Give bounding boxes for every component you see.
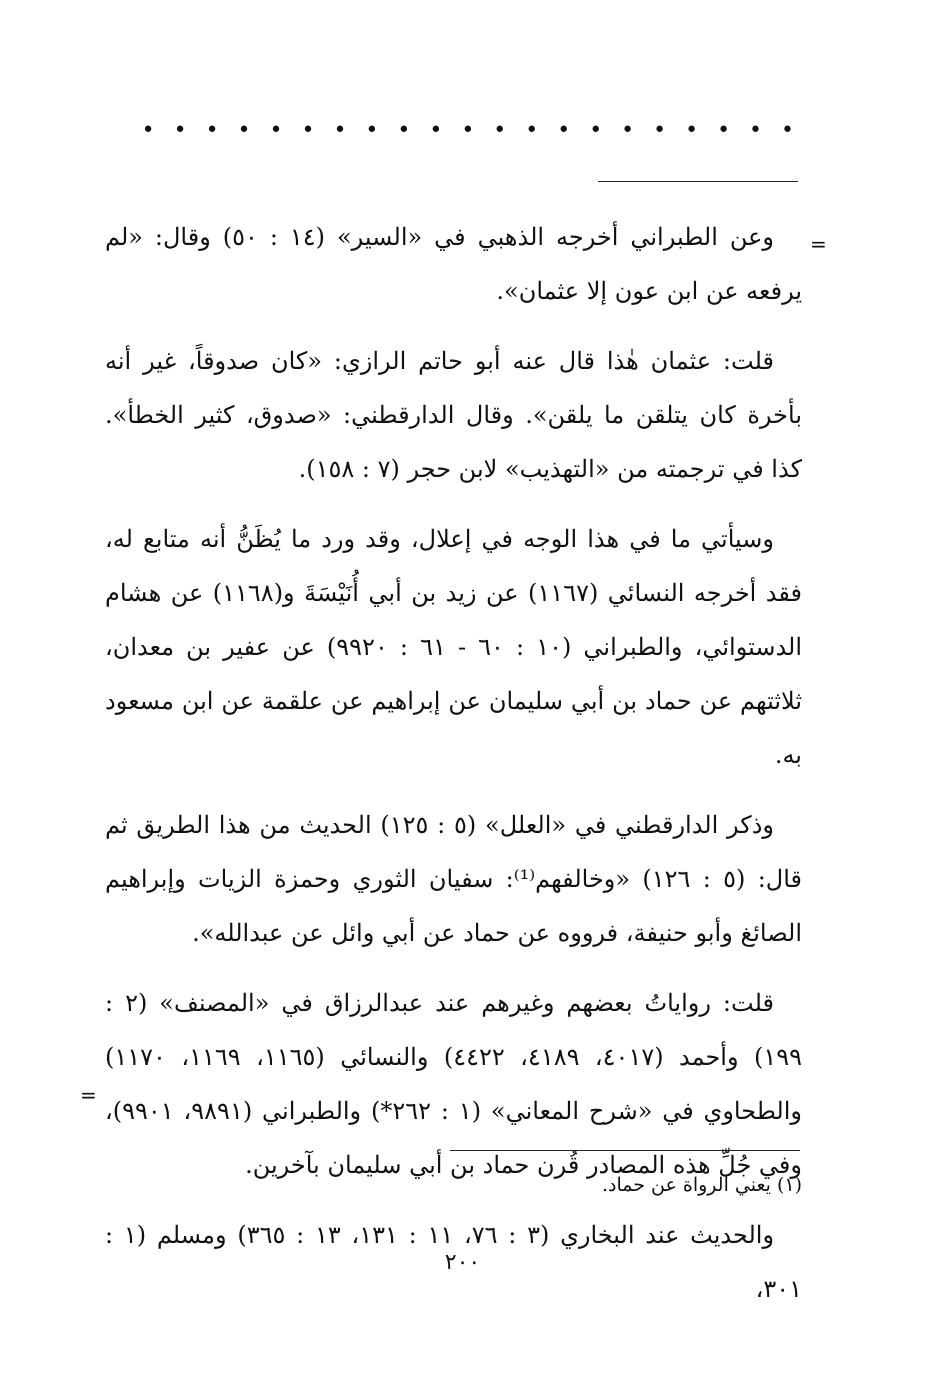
header-rule [598,181,798,182]
paragraph-1: وعن الطبراني أخرجه الذهبي في «السير» (١٤ : ٥٠) وقال: «لم يرفعه عن ابن عون إلا عثمان». [105,223,802,305]
footnote: (١) يعني الرواة عن حماد. [601,1174,802,1196]
main-text [105,210,802,1332]
header-ornament: • • • • • • • • • • • • • • • • • • • • • [141,118,800,143]
paragraph-6: والحديث عند البخاري (٣ : ٧٦، ١١ : ١٣١، ١٣ : ٣٦٥) ومسلم (١ : ٣٠١، [105,1221,802,1303]
paragraph-3: وسيأتي ما في هذا الوجه في إعلال، وقد ورد ما يُظَنُّ أنه متابع له، فقد أخرجه النسائي (١١٦٧) عن زيد بن أبي أُنَيْسَةَ و(١١٦٨) عن هشام الدستوائي، والطبراني (١٠ : ٦٠ - ٦١ : ٩٩٢٠) عن عفير بن معدان، ثلاثتهم عن حماد بن أبي سليمان عن إبراهيم عن علقمة عن ابن مسعود به. [105,525,803,769]
continuation-mark-end: = [80,1083,97,1107]
continuation-mark-start: = [810,232,827,256]
paragraph-2: قلت: عثمان هٰذا قال عنه أبو حاتم الرازي: «كان صدوقاً، غير أنه بأخرة كان يتلقن ما يلقن». وقال الدارقطني: «صدوق، كثير الخطأ». كذا في ترجمته من «التهذيب» لابن حجر (٧ : ١٥٨). [105,347,802,483]
footnote-rule [450,1150,800,1151]
page-number: ٢٠٠ [444,1250,481,1275]
paragraph-5: قلت: رواياتُ بعضهم وغيرهم عند عبدالرزاق في «المصنف» (٢ : ١٩٩) وأحمد (٤٠١٧، ٤١٨٩، ٤٤٢٢) والنسائي (١١٦٥، ١١٦٩، ١١٧٠) والطحاوي في «شرح المعاني» (١ : ٢٦٢*) والطبراني (٩٨٩١، ٩٩٠١)، وفي جُلِّ هذه المصادر قُرن حماد بن أبي سليمان بآخرين. [105,989,803,1179]
paragraph-4: وذكر الدارقطني في «العلل» (٥ : ١٢٥) الحديث من هذا الطريق ثم قال: (٥ : ١٢٦) «وخالفهم⁽¹⁾: سفيان الثوري وحمزة الزيات وإبراهيم الصائغ وأبو حنيفة، فرووه عن حماد عن أبي وائل عن عبدالله». [105,811,803,947]
